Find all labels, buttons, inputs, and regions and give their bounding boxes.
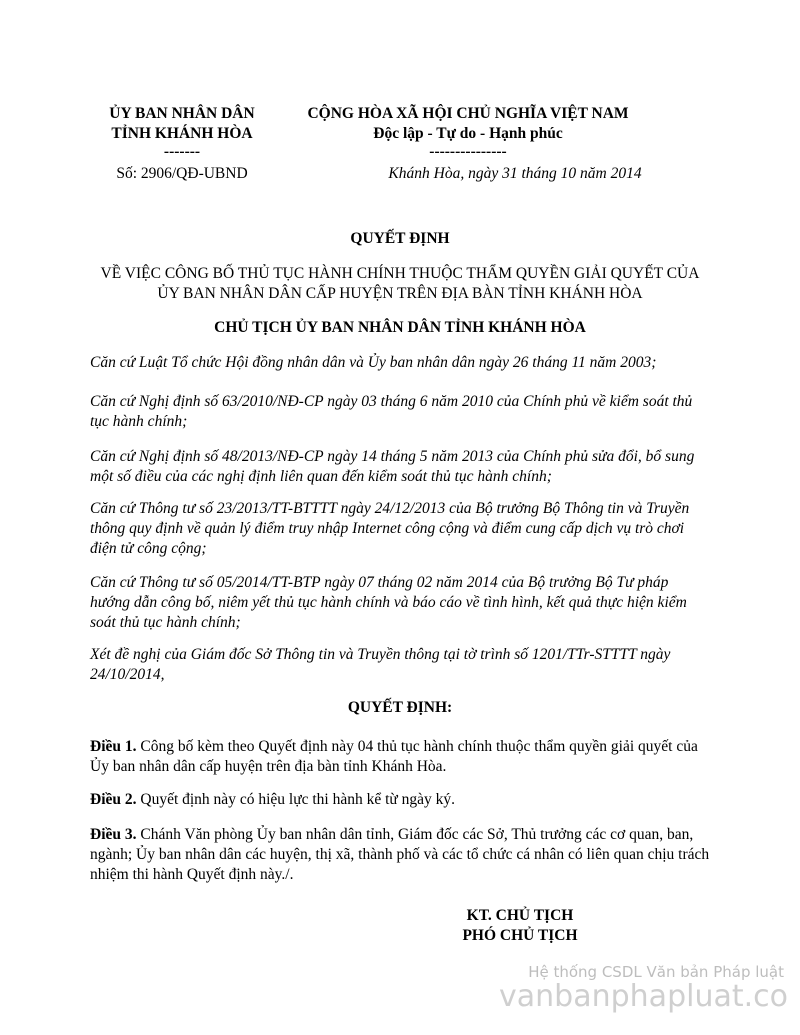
article-text: Công bố kèm theo Quyết định này 04 thủ tục hành chính thuộc thẩm quyền giải quyết của Ủy ban nhân dân cấp huyện trên địa bàn tỉnh Khánh Hòa. <box>90 738 698 775</box>
article-text: Chánh Văn phòng Ủy ban nhân dân tỉnh, Giám đốc các Sở, Thủ trưởng các cơ quan, ban, ngành; Ủy ban nhân dân các huyện, thị xã, thành phố và các tổ chức cá nhân có liên quan chịu trách nhiệm thi hành Quyết định này./. <box>90 826 710 883</box>
national-title: CỘNG HÒA XÃ HỘI CHỦ NGHĨA VIỆT NAM <box>307 105 629 122</box>
motto-separator: --------------- <box>429 143 507 160</box>
article-label: Điều 2. <box>90 791 137 808</box>
article-text: Quyết định này có hiệu lực thi hành kể từ ngày ký. <box>136 791 456 808</box>
issuer-separator: ------- <box>163 143 201 160</box>
subject-line2: ỦY BAN NHÂN DÂN CẤP HUYỆN TRÊN ĐỊA BÀN TỈNH KHÁNH HÒA <box>157 285 643 302</box>
watermark-caption: Hệ thống CSDL Văn bản Pháp luật <box>528 963 784 981</box>
signature-block <box>410 906 630 946</box>
signature-line2: PHÓ CHỦ TỊCH <box>462 927 578 944</box>
national-motto-block <box>288 104 648 160</box>
article-label: Điều 3. <box>90 826 137 843</box>
article-label: Điều 1. <box>90 738 137 755</box>
article-2 <box>90 790 710 810</box>
signature-line1: KT. CHỦ TỊCH <box>466 907 574 924</box>
decision-heading: QUYẾT ĐỊNH: <box>347 699 453 716</box>
watermark-site: vanbanphapluat.co <box>499 979 788 1014</box>
document-subject <box>60 264 740 304</box>
preamble-item: Căn cứ Nghị định số 63/2010/NĐ-CP ngày 03 tháng 6 năm 2010 của Chính phủ về kiểm soát thủ tục hành chính; <box>90 393 693 430</box>
article-1 <box>90 737 710 777</box>
issuing-authority: CHỦ TỊCH ỦY BAN NHÂN DÂN TỈNH KHÁNH HÒA <box>214 319 586 336</box>
preamble-item: Căn cứ Luật Tổ chức Hội đồng nhân dân và Ủy ban nhân dân ngày 26 tháng 11 năm 2003; <box>90 354 657 371</box>
issuer-line2: TỈNH KHÁNH HÒA <box>111 125 253 142</box>
subject-line1: VỀ VIỆC CÔNG BỐ THỦ TỤC HÀNH CHÍNH THUỘC THẨM QUYỀN GIẢI QUYẾT CỦA <box>100 265 700 282</box>
issue-date: Khánh Hòa, ngày 31 tháng 10 năm 2014 <box>388 165 642 182</box>
national-motto: Độc lập - Tự do - Hạnh phúc <box>373 125 563 142</box>
document-title: QUYẾT ĐỊNH <box>350 230 450 247</box>
preamble-item: Căn cứ Thông tư số 05/2014/TT-BTP ngày 07 tháng 02 năm 2014 của Bộ trưởng Bộ Tư pháp hướng dẫn công bố, niêm yết thủ tục hành chính và báo cáo về tình hình, kết quả thực hiện kiểm soát thủ tục hành chính; <box>90 574 687 631</box>
issuer-line1: ỦY BAN NHÂN DÂN <box>109 105 255 122</box>
document-number: Số: 2906/QĐ-UBND <box>116 165 248 182</box>
preamble-item: Căn cứ Thông tư số 23/2013/TT-BTTTT ngày 24/12/2013 của Bộ trưởng Bộ Thông tin và Truyền thông quy định về quản lý điểm truy nhập Internet công cộng và điểm cung cấp dịch vụ trò chơi điện tử công cộng; <box>90 500 690 557</box>
preamble-item: Căn cứ Nghị định số 48/2013/NĐ-CP ngày 14 tháng 5 năm 2013 của Chính phủ sửa đổi, bổ sung một số điều của các nghị định liên quan đến kiểm soát thủ tục hành chính; <box>90 448 695 485</box>
preamble-item: Xét đề nghị của Giám đốc Sở Thông tin và Truyền thông tại tờ trình số 1201/TTr-STTTT ngày 24/10/2014, <box>90 646 671 683</box>
article-3 <box>90 825 710 885</box>
issuer-block <box>85 104 279 160</box>
